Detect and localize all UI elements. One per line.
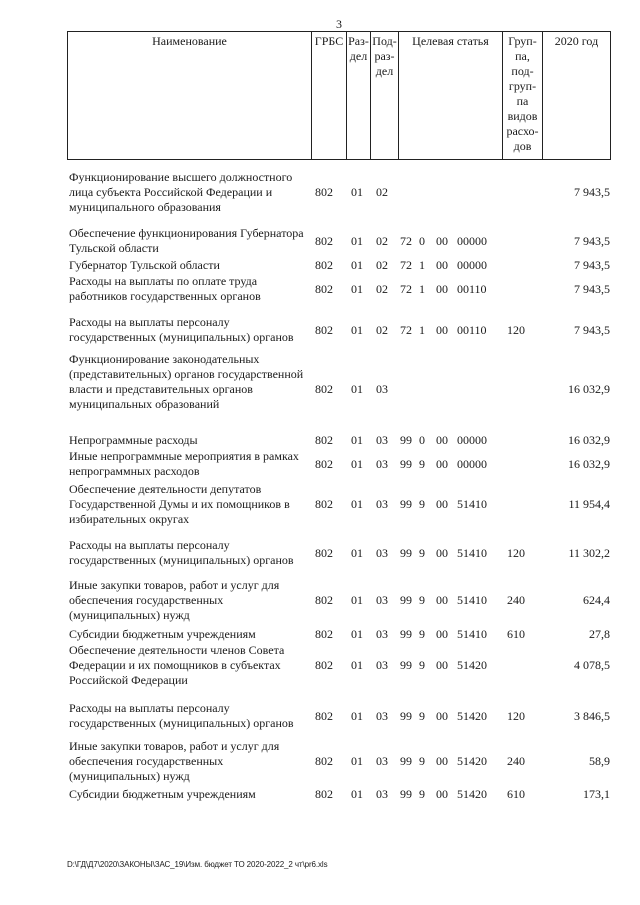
row-name: Иные закупки товаров, работ и услуг для обеспечения государственных (муниципальных) нужд: [69, 739, 280, 783]
cell-sub: 9: [419, 658, 425, 672]
cell-grbs: 802: [315, 545, 333, 560]
header-grbs: ГРБС: [312, 32, 347, 160]
cell-sub: 0: [419, 433, 425, 447]
table-row: [67, 627, 610, 642]
cell-prog: 99: [400, 627, 412, 641]
cell-grbs: 802: [315, 456, 333, 471]
cell-vid: 610: [507, 627, 525, 641]
cell-vid: 610: [507, 787, 525, 801]
cell-grbs: 802: [315, 281, 333, 296]
table-row: [67, 315, 610, 345]
cell-sub: 9: [419, 754, 425, 768]
cell-pr: 02: [376, 233, 388, 248]
cell-sub: 1: [419, 322, 425, 337]
cell-sum: 7 943,5: [574, 185, 610, 199]
row-name: Функционирование законодательных (представительных) органов государственной власти и представительных органов муниципальных образований: [69, 352, 304, 411]
cell-sum: 7 943,5: [574, 233, 610, 248]
cell-dir: 51420: [457, 754, 487, 768]
cell-prog: 72: [400, 233, 412, 248]
cell-pr: 02: [376, 322, 388, 337]
cell-grbs: 802: [315, 593, 333, 607]
cell-dir: 51420: [457, 787, 487, 801]
cell-pr: 03: [376, 708, 388, 723]
cell-sub: 9: [419, 708, 425, 723]
row-name: Функционирование высшего должностного лица субъекта Российской Федерации и муниципального образования: [69, 170, 293, 214]
cell-sub: 9: [419, 497, 425, 511]
cell-sub: 0: [419, 233, 425, 248]
cell-grbs: 802: [315, 382, 333, 396]
cell-sum: 173,1: [583, 787, 610, 801]
cell-dir: 51410: [457, 497, 487, 511]
page-number: 3: [336, 17, 342, 31]
cell-rz: 01: [351, 233, 363, 248]
table-row: [67, 538, 610, 568]
table-row: [67, 226, 610, 256]
table-row: [67, 352, 610, 427]
cell-dir: 51410: [457, 627, 487, 641]
cell-sum: 7 943,5: [574, 322, 610, 337]
cell-pr: 03: [376, 593, 388, 607]
header-year: 2020 год: [543, 32, 611, 160]
table-row: [67, 787, 610, 802]
cell-pr: 03: [376, 456, 388, 471]
cell-grbs: 802: [315, 185, 333, 199]
cell-rz: 01: [351, 593, 363, 607]
cell-grbs: 802: [315, 658, 333, 672]
table-row: [67, 258, 610, 273]
cell-mer: 00: [436, 433, 448, 447]
file-path-footer: D:\ГД\Д7\2020\ЗАКОНЫ\ЗАС_19\Изм. бюджет ТО 2020-2022_2 чт\pr6.xls: [67, 860, 328, 869]
cell-prog: 99: [400, 456, 412, 471]
cell-sub: 9: [419, 545, 425, 560]
cell-rz: 01: [351, 658, 363, 672]
cell-prog: 99: [400, 754, 412, 768]
cell-pr: 03: [376, 627, 388, 641]
cell-mer: 00: [436, 322, 448, 337]
table-header: [67, 31, 611, 160]
table-row: [67, 433, 610, 448]
cell-sub: 1: [419, 281, 425, 296]
cell-sub: 9: [419, 787, 425, 801]
cell-sub: 9: [419, 627, 425, 641]
row-name: Обеспечение деятельности членов Совета Федерации и их помощников в субъектах Российской Федерации: [69, 643, 285, 687]
cell-sum: 16 032,9: [568, 456, 610, 471]
cell-sum: 58,9: [589, 754, 610, 768]
cell-mer: 00: [436, 593, 448, 607]
header-target: Целевая статья: [399, 32, 503, 160]
table-row: [67, 482, 610, 527]
header-name: Наименование: [68, 32, 312, 160]
cell-pr: 02: [376, 281, 388, 296]
cell-mer: 00: [436, 258, 448, 272]
cell-pr: 03: [376, 382, 388, 396]
row-name: Субсидии бюджетным учреждениям: [69, 627, 256, 641]
cell-rz: 01: [351, 185, 363, 199]
cell-vid: 240: [507, 754, 525, 768]
header-group: Груп- па, под- груп- па видов расхо- дов: [503, 32, 543, 160]
cell-grbs: 802: [315, 708, 333, 723]
cell-grbs: 802: [315, 258, 333, 272]
table-row: [67, 578, 610, 623]
cell-sub: 1: [419, 258, 425, 272]
cell-prog: 99: [400, 658, 412, 672]
cell-prog: 72: [400, 322, 412, 337]
cell-mer: 00: [436, 708, 448, 723]
cell-dir: 00110: [457, 281, 487, 296]
cell-pr: 03: [376, 497, 388, 511]
cell-sum: 16 032,9: [568, 382, 610, 396]
cell-grbs: 802: [315, 754, 333, 768]
table-row: [67, 274, 610, 304]
cell-dir: 51410: [457, 545, 487, 560]
cell-grbs: 802: [315, 433, 333, 447]
cell-prog: 99: [400, 787, 412, 801]
cell-sum: 27,8: [589, 627, 610, 641]
row-name: Иные непрограммные мероприятия в рамках непрограммных расходов: [69, 449, 299, 478]
cell-mer: 00: [436, 787, 448, 801]
cell-rz: 01: [351, 382, 363, 396]
cell-vid: 240: [507, 593, 525, 607]
cell-dir: 51420: [457, 658, 487, 672]
cell-rz: 01: [351, 281, 363, 296]
cell-grbs: 802: [315, 322, 333, 337]
cell-prog: 99: [400, 708, 412, 723]
cell-rz: 01: [351, 258, 363, 272]
cell-vid: 120: [507, 708, 525, 723]
cell-prog: 72: [400, 281, 412, 296]
cell-grbs: 802: [315, 627, 333, 641]
cell-vid: 120: [507, 322, 525, 337]
row-name: Иные закупки товаров, работ и услуг для обеспечения государственных (муниципальных) нужд: [69, 578, 280, 622]
cell-sum: 11 302,2: [568, 545, 610, 560]
cell-rz: 01: [351, 754, 363, 768]
cell-rz: 01: [351, 787, 363, 801]
row-name: Расходы на выплаты персоналу государственных (муниципальных) органов: [69, 538, 294, 567]
row-name: Расходы на выплаты персоналу государственных (муниципальных) органов: [69, 315, 294, 344]
row-name: Субсидии бюджетным учреждениям: [69, 787, 256, 801]
cell-pr: 03: [376, 787, 388, 801]
cell-prog: 99: [400, 497, 412, 511]
row-name: Непрограммные расходы: [69, 433, 198, 447]
cell-dir: 00000: [457, 233, 487, 248]
cell-rz: 01: [351, 627, 363, 641]
cell-mer: 00: [436, 281, 448, 296]
table-row: [67, 701, 610, 731]
header-podrazdel: Под- раз- дел: [371, 32, 399, 160]
header-razdel: Раз- дел: [347, 32, 371, 160]
cell-dir: 00110: [457, 322, 487, 337]
cell-pr: 02: [376, 258, 388, 272]
row-name: Расходы на выплаты по оплате труда работников государственных органов: [69, 274, 261, 303]
cell-dir: 00000: [457, 456, 487, 471]
cell-prog: 99: [400, 593, 412, 607]
cell-sum: 624,4: [583, 593, 610, 607]
cell-sum: 4 078,5: [574, 658, 610, 672]
row-name: Губернатор Тульской области: [69, 258, 220, 272]
cell-pr: 03: [376, 433, 388, 447]
cell-rz: 01: [351, 456, 363, 471]
cell-rz: 01: [351, 545, 363, 560]
cell-rz: 01: [351, 322, 363, 337]
cell-sum: 7 943,5: [574, 258, 610, 272]
cell-sub: 9: [419, 456, 425, 471]
cell-pr: 03: [376, 658, 388, 672]
cell-sum: 11 954,4: [568, 497, 610, 511]
row-name: Расходы на выплаты персоналу государственных (муниципальных) органов: [69, 701, 294, 730]
cell-dir: 00000: [457, 433, 487, 447]
cell-pr: 02: [376, 185, 388, 199]
cell-sub: 9: [419, 593, 425, 607]
cell-pr: 03: [376, 754, 388, 768]
cell-pr: 03: [376, 545, 388, 560]
cell-vid: 120: [507, 545, 525, 560]
cell-grbs: 802: [315, 497, 333, 511]
cell-grbs: 802: [315, 233, 333, 248]
row-name: Обеспечение деятельности депутатов Государственной Думы и их помощников в избирательных округах: [69, 482, 290, 526]
cell-prog: 99: [400, 545, 412, 560]
table-row: [67, 739, 610, 784]
cell-dir: 51410: [457, 593, 487, 607]
cell-sum: 3 846,5: [574, 708, 610, 723]
cell-mer: 00: [436, 456, 448, 471]
cell-rz: 01: [351, 497, 363, 511]
cell-mer: 00: [436, 233, 448, 248]
table-row: [67, 449, 610, 479]
cell-sum: 16 032,9: [568, 433, 610, 447]
cell-prog: 99: [400, 433, 412, 447]
cell-rz: 01: [351, 708, 363, 723]
row-name: Обеспечение функционирования Губернатора Тульской области: [69, 226, 304, 255]
cell-mer: 00: [436, 658, 448, 672]
cell-rz: 01: [351, 433, 363, 447]
table-row: [67, 643, 610, 688]
cell-mer: 00: [436, 627, 448, 641]
table-row: [67, 170, 610, 215]
cell-dir: 51420: [457, 708, 487, 723]
cell-grbs: 802: [315, 787, 333, 801]
cell-sum: 7 943,5: [574, 281, 610, 296]
cell-mer: 00: [436, 545, 448, 560]
cell-dir: 00000: [457, 258, 487, 272]
cell-mer: 00: [436, 497, 448, 511]
cell-mer: 00: [436, 754, 448, 768]
cell-prog: 72: [400, 258, 412, 272]
